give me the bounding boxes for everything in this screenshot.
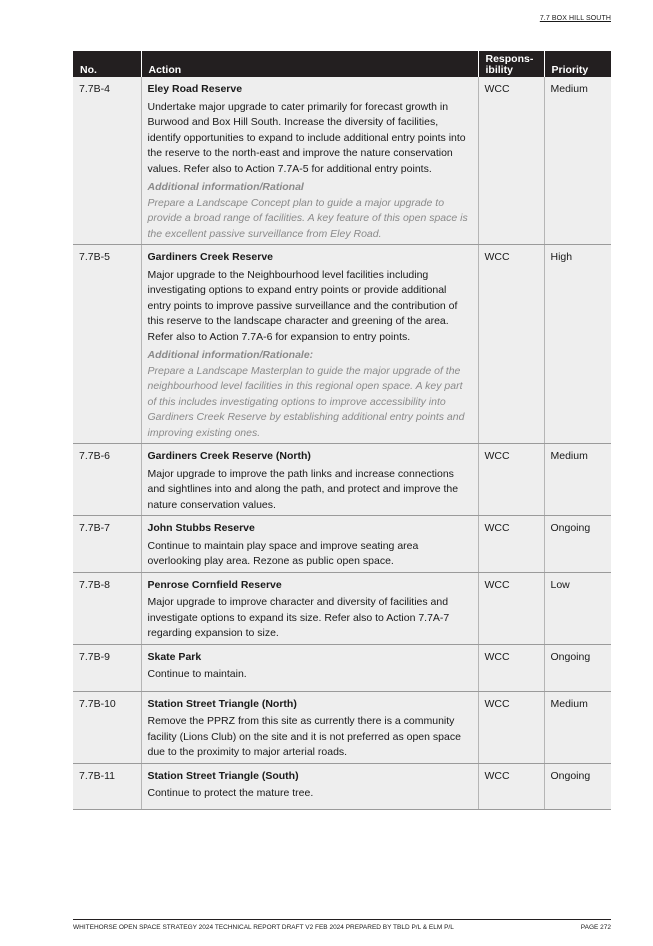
responsibility: WCC: [478, 691, 544, 763]
action-cell: [141, 77, 478, 245]
responsibility: WCC: [478, 444, 544, 516]
section-header: 7.7 BOX HILL SOUTH: [539, 15, 611, 22]
action-description: Continue to protect the mature tree.: [147, 787, 314, 799]
action-number: 7.7B-9: [73, 644, 141, 691]
action-cell: [141, 444, 478, 516]
priority: Ongoing: [544, 763, 611, 809]
table-row: [73, 77, 611, 245]
action-cell: [141, 644, 478, 691]
action-description: Undertake major upgrade to cater primarily for forecast growth in Burwood and Box Hill South. Increase the diversity of facilities, identify opportunities to expand to include additional entry points into the reserve to the north-east and improve the nature conservation values. Refer also to Action 7.7A-5 for additional entry points.: [147, 100, 466, 175]
action-cell: [141, 245, 478, 444]
priority: Ongoing: [544, 516, 611, 573]
action-title: John Stubbs Reserve: [147, 522, 255, 534]
responsibility: WCC: [478, 763, 544, 809]
page-footer: [73, 919, 611, 931]
responsibility: WCC: [478, 572, 544, 644]
action-number: 7.7B-7: [73, 516, 141, 573]
action-number: 7.7B-5: [73, 245, 141, 444]
priority: High: [544, 245, 611, 444]
action-description: Remove the PPRZ from this site as currently there is a community facility (Lions Club) on the site and it is not preferred as open space due to the proximity to major arterial roads.: [147, 715, 461, 758]
table-row: [73, 516, 611, 573]
column-header-action: Action: [141, 51, 478, 77]
priority: Medium: [544, 77, 611, 245]
table-row: [73, 763, 611, 809]
footer-text: WHITEHORSE OPEN SPACE STRATEGY 2024 TECHNICAL REPORT DRAFT V2 FEB 2024 PREPARED BY TBLD P/L & ELM P/L: [73, 924, 454, 931]
action-cell: [141, 763, 478, 809]
responsibility: WCC: [478, 516, 544, 573]
additional-info-text: Prepare a Landscape Masterplan to guide the major upgrade of the neighbourhood level facilities in this regional open space. A key part of this includes investigating options to improve accessibility into Gardiners Creek Reserve by establishing additional entry points and improving existing ones.: [147, 364, 465, 439]
action-title: Station Street Triangle (South): [147, 769, 299, 782]
action-cell: [141, 516, 478, 573]
action-cell: [141, 572, 478, 644]
action-title: Skate Park: [147, 650, 202, 663]
action-number: 7.7B-8: [73, 572, 141, 644]
action-number: 7.7B-10: [73, 691, 141, 763]
action-description: Major upgrade to improve character and diversity of facilities and investigate options to expand its size. Refer also to Action 7.7A-7 regarding expansion to size.: [147, 596, 450, 639]
column-header-priority: Priority: [544, 51, 611, 77]
priority: Ongoing: [544, 644, 611, 691]
priority: Medium: [544, 691, 611, 763]
action-description: Major upgrade to the Neighbourhood level facilities including investigating options to expand entry points or provide additional entry points to improve passive surveillance and the contribution of this reserve to the landscape character and greening of the area. Refer also to Action 7.7A-6 for expansion to entry points.: [147, 268, 458, 343]
action-title: Gardiners Creek Reserve: [147, 251, 273, 263]
column-header-no: No.: [73, 51, 141, 77]
table-row: [73, 245, 611, 444]
actions-table: [73, 51, 611, 810]
action-number: 7.7B-4: [73, 77, 141, 245]
table-header: [73, 51, 611, 77]
action-title: Penrose Cornfield Reserve: [147, 578, 282, 591]
action-description: Major upgrade to improve the path links and increase connections and sightlines into and along the path, and protect and improve the nature conservation values.: [147, 467, 459, 511]
table-row: [73, 444, 611, 516]
action-title: Station Street Triangle (North): [147, 697, 297, 710]
additional-info-text: Prepare a Landscape Concept plan to guide a major upgrade to provide a broad range of facilities. A key feature of this open space is the excellent passive surveillance from Eley Road.: [147, 196, 468, 240]
priority: Low: [544, 572, 611, 644]
additional-info-heading: Additional information/Rational: [147, 181, 304, 193]
priority: Medium: [544, 444, 611, 516]
table-row: [73, 644, 611, 691]
action-description: Continue to maintain.: [147, 668, 247, 680]
action-description: Continue to maintain play space and improve seating area overlooking play area. Rezone as public open space.: [147, 539, 419, 567]
additional-info-heading: Additional information/Rationale:: [147, 349, 314, 361]
action-cell: [141, 691, 478, 763]
responsibility: WCC: [478, 644, 544, 691]
action-title: Eley Road Reserve: [147, 83, 243, 95]
action-number: 7.7B-6: [73, 444, 141, 516]
table-row: [73, 572, 611, 644]
table-row: [73, 691, 611, 763]
action-title: Gardiners Creek Reserve (North): [147, 450, 311, 462]
page-number: PAGE 272: [580, 924, 611, 931]
responsibility: WCC: [478, 245, 544, 444]
action-number: 7.7B-11: [73, 763, 141, 809]
responsibility: WCC: [478, 77, 544, 245]
column-header-responsibility: Respons- ibility: [478, 51, 544, 77]
